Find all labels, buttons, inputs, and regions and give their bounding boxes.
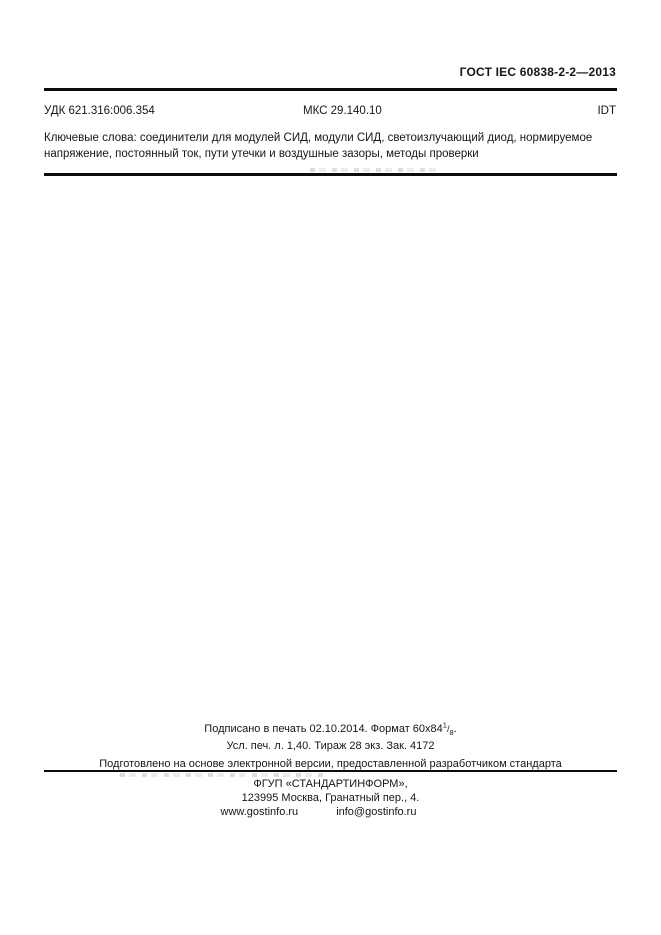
print-artifact: [310, 168, 442, 172]
classification-row: [44, 105, 616, 119]
mks-code: МКС 29.140.10: [303, 105, 382, 117]
imprint-line-source: Подготовлено на основе электронной версии, предоставленной разработчиком стандарта: [99, 757, 562, 770]
imprint-block: [44, 721, 617, 773]
publisher-email: info@gostinfo.ru: [336, 805, 417, 818]
print-date-format: Подписано в печать 02.10.2014. Формат 60х84: [204, 723, 443, 735]
imprint-line-print-info: [44, 721, 617, 738]
udk-code: УДК 621.316:006.354: [44, 105, 155, 117]
idt-label: IDT: [597, 105, 616, 117]
publisher-address: 123995 Москва, Гранатный пер., 4.: [241, 791, 420, 804]
print-artifact: [120, 773, 325, 777]
keywords-paragraph: Ключевые слова: соединители для модулей СИД, модули СИД, светоизлучающий диод, нормируемое напряжение, постоянный ток, пути утечки и воздушные зазоры, методы проверки: [44, 132, 593, 160]
imprint-rule: [44, 770, 617, 772]
format-period: .: [453, 723, 457, 735]
format-fraction-denominator: 8: [449, 728, 454, 738]
publisher-block: [44, 778, 617, 819]
keywords-rule: [44, 173, 617, 176]
publisher-name: ФГУП «СТАНДАРТИНФОРМ»,: [253, 778, 408, 790]
imprint-line-circulation: Усл. печ. л. 1,40. Тираж 28 экз. Зак. 4172: [226, 740, 435, 753]
standard-number: ГОСТ IEC 60838-2-2—2013: [459, 65, 616, 79]
format-fraction-numerator: 1: [442, 720, 447, 730]
publisher-contacts: [32, 806, 605, 820]
header-rule: [44, 88, 617, 91]
publisher-website: www.gostinfo.ru: [220, 805, 299, 818]
format-fraction-slash: /: [446, 724, 450, 734]
